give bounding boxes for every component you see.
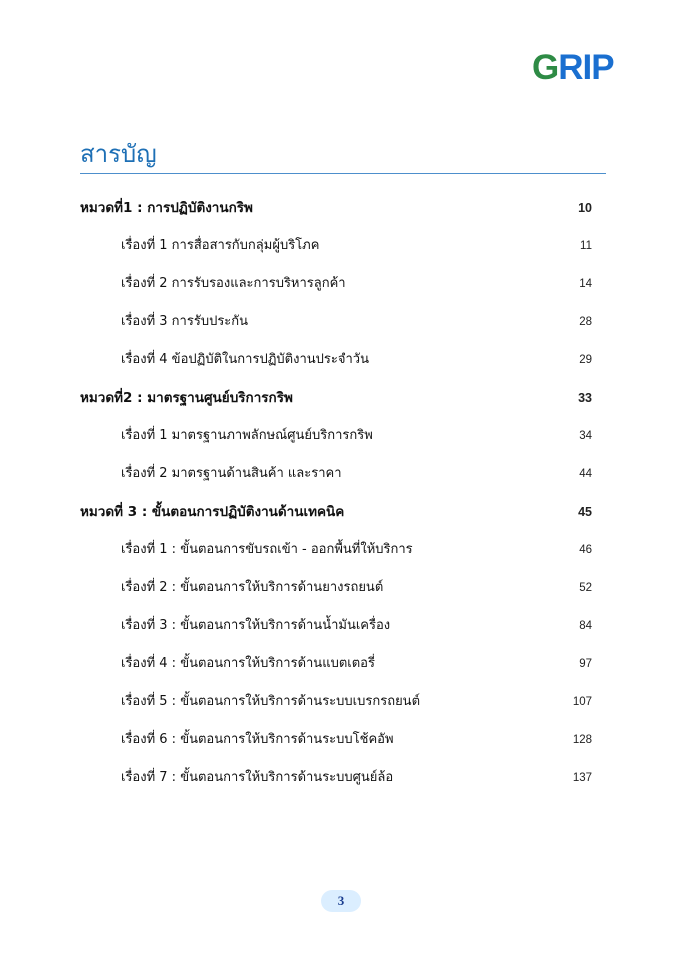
toc-item-row — [0, 652, 684, 676]
toc-item-label: เรื่องที่ 7 : ขั้นตอนการให้บริการด้านระบบศูนย์ล้อ — [121, 770, 394, 785]
page-number-badge: 3 — [321, 890, 361, 912]
toc-page-number: 46 — [579, 544, 592, 556]
toc-item-row — [0, 462, 684, 486]
grip-logo-rest: RIP — [558, 48, 614, 87]
toc-item-row — [0, 538, 684, 562]
toc-page-number: 137 — [572, 772, 592, 784]
toc-item-label: เรื่องที่ 5 : ขั้นตอนการให้บริการด้านระบบเบรกรถยนต์ — [121, 694, 421, 709]
toc-chapter-label: หมวดที่2 : มาตรฐานศูนย์บริการกริพ — [80, 390, 293, 406]
toc-item-label: เรื่องที่ 1 : ขั้นตอนการขับรถเข้า - ออกพื้นที่ให้บริการ — [121, 542, 413, 557]
toc-chapter-label: หมวดที่1 : การปฏิบัติงานกริพ — [80, 200, 253, 216]
toc-item-row — [0, 272, 684, 296]
toc-item-row — [0, 690, 684, 714]
toc-page-number: 29 — [579, 354, 592, 366]
toc-item-label: เรื่องที่ 3 การรับประกัน — [121, 314, 249, 329]
title-divider — [80, 173, 606, 174]
toc-item-row — [0, 614, 684, 638]
toc-page-number: 34 — [579, 430, 592, 442]
toc-item-label: เรื่องที่ 2 : ขั้นตอนการให้บริการด้านยางรถยนต์ — [121, 580, 384, 595]
toc-item-label: เรื่องที่ 1 มาตรฐานภาพลักษณ์ศูนย์บริการกริพ — [121, 428, 373, 443]
toc-page-number: 97 — [579, 658, 592, 670]
toc-item-label: เรื่องที่ 2 มาตรฐานด้านสินค้า และราคา — [121, 466, 342, 481]
toc-page-number: 28 — [579, 316, 592, 328]
grip-logo-g: G — [532, 48, 559, 87]
grip-logo — [532, 50, 614, 85]
toc-item-row — [0, 576, 684, 600]
toc-item-row — [0, 310, 684, 334]
toc-item-label: เรื่องที่ 3 : ขั้นตอนการให้บริการด้านน้ำมันเครื่อง — [121, 618, 391, 633]
toc-chapter-row — [0, 500, 684, 524]
toc-page-number: 44 — [579, 468, 592, 480]
toc-page-number: 33 — [578, 391, 592, 405]
toc-item-label: เรื่องที่ 4 ข้อปฏิบัติในการปฏิบัติงานประจำวัน — [121, 352, 369, 367]
toc-item-row — [0, 728, 684, 752]
toc-item-label: เรื่องที่ 6 : ขั้นตอนการให้บริการด้านระบบโช้คอัพ — [121, 732, 394, 747]
toc-page-number: 52 — [579, 582, 592, 594]
toc-chapter-row — [0, 386, 684, 410]
toc-item-label: เรื่องที่ 2 การรับรองและการบริหารลูกค้า — [121, 276, 346, 291]
toc-page-number: 128 — [572, 734, 592, 746]
toc-item-row — [0, 234, 684, 258]
toc-item-label: เรื่องที่ 4 : ขั้นตอนการให้บริการด้านแบตเตอรี่ — [121, 656, 375, 671]
toc-item-label: เรื่องที่ 1 การสื่อสารกับกลุ่มผู้บริโภค — [121, 238, 320, 253]
toc-item-row — [0, 424, 684, 448]
toc-page-number: 84 — [579, 620, 592, 632]
toc-item-row — [0, 348, 684, 372]
toc-item-row — [0, 766, 684, 790]
page-title: สารบัญ — [80, 140, 157, 168]
toc-page-number: 107 — [572, 696, 592, 708]
toc-page-number: 45 — [578, 505, 592, 519]
toc-chapter-row — [0, 196, 684, 220]
toc-page-number: 14 — [579, 278, 592, 290]
toc-chapter-label: หมวดที่ 3 : ขั้นตอนการปฏิบัติงานด้านเทคนิค — [80, 504, 345, 520]
toc-page-number: 11 — [580, 240, 592, 252]
toc-page-number: 10 — [578, 201, 592, 215]
